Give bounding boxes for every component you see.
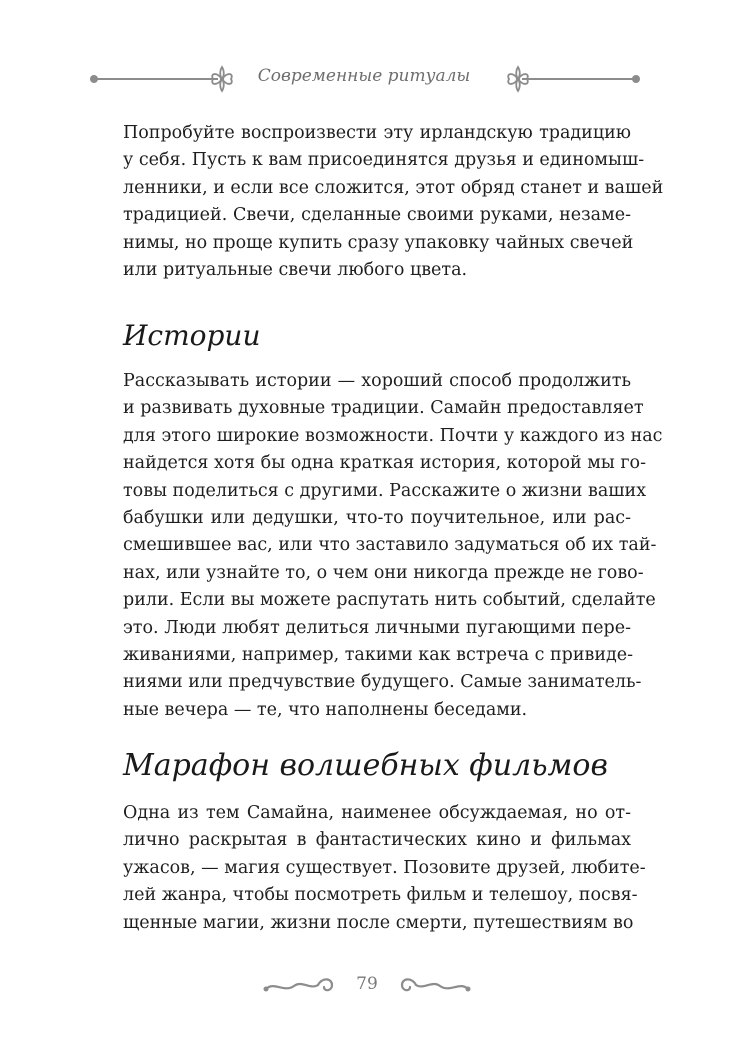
text-line: лей жанра, чтобы посмотреть фильм и телешоу, посвя-: [123, 885, 638, 906]
running-header: [90, 58, 640, 98]
section-heading-movie-marathon: Марафон волшебных фильмов: [123, 748, 608, 783]
paragraph-stories: [123, 368, 663, 724]
text-line: ленники, и если все сложится, этот обряд станет и вашей: [123, 177, 664, 198]
text-line: Попробуйте воспроизвести эту ирландскую традицию: [123, 123, 631, 143]
text-line: живаниями, например, такими как встреча с привиде-: [123, 645, 634, 666]
text-line: и развивать духовные традиции. Самайн предоставляет: [123, 398, 644, 419]
header-dot-right: [632, 75, 640, 83]
text-line: нах, или узнайте то, о чем они никогда прежде не гово-: [123, 562, 644, 583]
fleuron-ornament-icon: [207, 64, 237, 94]
header-rule-left: [96, 78, 218, 80]
text-line: для этого широкие возможности. Почти у каждого из нас: [123, 425, 663, 446]
running-header-title: Современные ритуалы: [257, 66, 471, 86]
text-line: смешившее вас, или что заставило задуматься об их тай-: [123, 535, 657, 556]
swirl-ornament-icon: [396, 972, 472, 998]
header-rule-right: [522, 78, 638, 80]
paragraph-movie-marathon: [123, 800, 646, 937]
text-line: это. Люди любят делиться личными пугающими пере-: [123, 617, 631, 638]
text-line: Одна из тем Самайна, наименее обсуждаемая, но от-: [123, 803, 631, 823]
page-footer: [262, 968, 472, 1004]
text-line: лично раскрытая в фантастических кино и фильмах: [123, 830, 631, 851]
text-line: найдется хотя бы одна краткая история, которой мы го-: [123, 453, 646, 474]
text-line: щенные магии, жизни после смерти, путешествиям во: [123, 912, 634, 933]
text-line: традицией. Свечи, сделанные своими руками, незаме-: [123, 205, 631, 226]
text-line: ниями или предчувствие будущего. Самые заниматель-: [123, 672, 642, 693]
text-line: или ритуальные свечи любого цвета.: [123, 260, 468, 281]
text-line: у себя. Пусть к вам присоединятся друзья и единомыш-: [123, 150, 645, 171]
text-line: Рассказывать истории — хороший способ продолжить: [123, 371, 631, 391]
section-heading-stories: Истории: [123, 319, 261, 352]
text-line: товы поделиться с другими. Расскажите о жизни ваших: [123, 480, 647, 501]
text-line: ные вечера — те, что наполнены беседами.: [123, 699, 528, 720]
text-line: бабушки или дедушки, что-то поучительное, или рас-: [123, 508, 631, 529]
text-line: рили. Если вы можете распутать нить событий, сделайте: [123, 590, 656, 611]
text-line: нимы, но проще купить сразу упаковку чайных свечей: [123, 232, 634, 253]
swirl-ornament-icon: [262, 972, 338, 998]
page-number: 79: [356, 974, 378, 994]
text-line: ужасов, — магия существует. Позовите друзей, любите-: [123, 857, 646, 878]
paragraph-candles: [123, 120, 664, 284]
